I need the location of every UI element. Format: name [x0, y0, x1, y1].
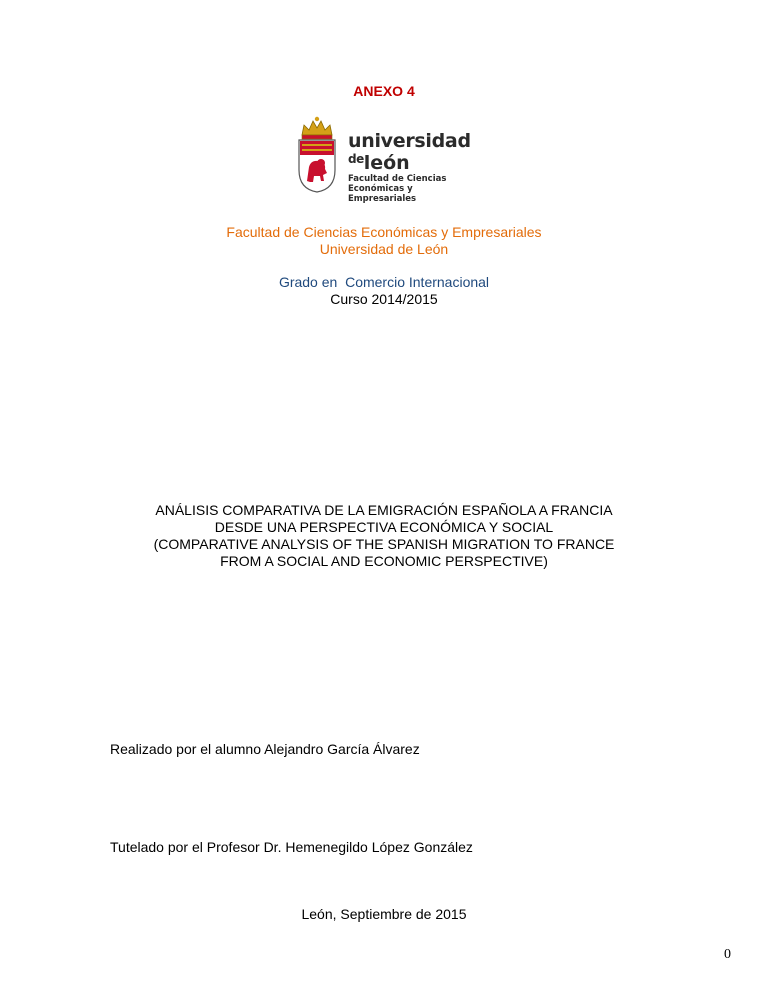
institution-block — [0, 224, 768, 258]
coat-of-arms-icon — [293, 115, 341, 193]
logo-faculty-line1: Facultad de Ciencias — [348, 174, 447, 184]
university-logo — [293, 115, 483, 204]
title-line-1: ANÁLISIS COMPARATIVA DE LA EMIGRACIÓN ESPAÑOLA A FRANCIA — [155, 502, 613, 518]
title-line-3: (COMPARATIVE ANALYSIS OF THE SPANISH MIGRATION TO FRANCE — [153, 536, 615, 552]
author-line: Realizado por el alumno Alejandro García Álvarez — [110, 741, 420, 757]
degree-name: Grado en Comercio Internacional — [278, 274, 490, 290]
logo-leon-word: león — [363, 152, 410, 174]
logo-faculty — [348, 174, 483, 204]
tutor-line: Tutelado por el Profesor Dr. Hemenegildo López González — [110, 839, 473, 855]
thesis-title — [0, 502, 768, 570]
course-year: Curso 2014/2015 — [330, 291, 438, 307]
logo-universidad: universidad — [348, 130, 471, 152]
date-line: León, Septiembre de 2015 — [301, 906, 467, 922]
faculty-name: Facultad de Ciencias Económicas y Empresariales — [226, 224, 542, 240]
logo-faculty-line2: Económicas y Empresariales — [348, 184, 417, 204]
logo-leon — [348, 151, 483, 174]
logo-de: de — [348, 152, 364, 166]
annex-heading: ANEXO 4 — [353, 83, 415, 99]
logo-wordmark — [348, 132, 483, 204]
university-name: Universidad de León — [319, 241, 449, 257]
title-line-4: FROM A SOCIAL AND ECONOMIC PERSPECTIVE) — [220, 553, 548, 569]
page-number: 0 — [724, 947, 731, 962]
title-line-2: DESDE UNA PERSPECTIVA ECONÓMICA Y SOCIAL — [214, 519, 554, 535]
